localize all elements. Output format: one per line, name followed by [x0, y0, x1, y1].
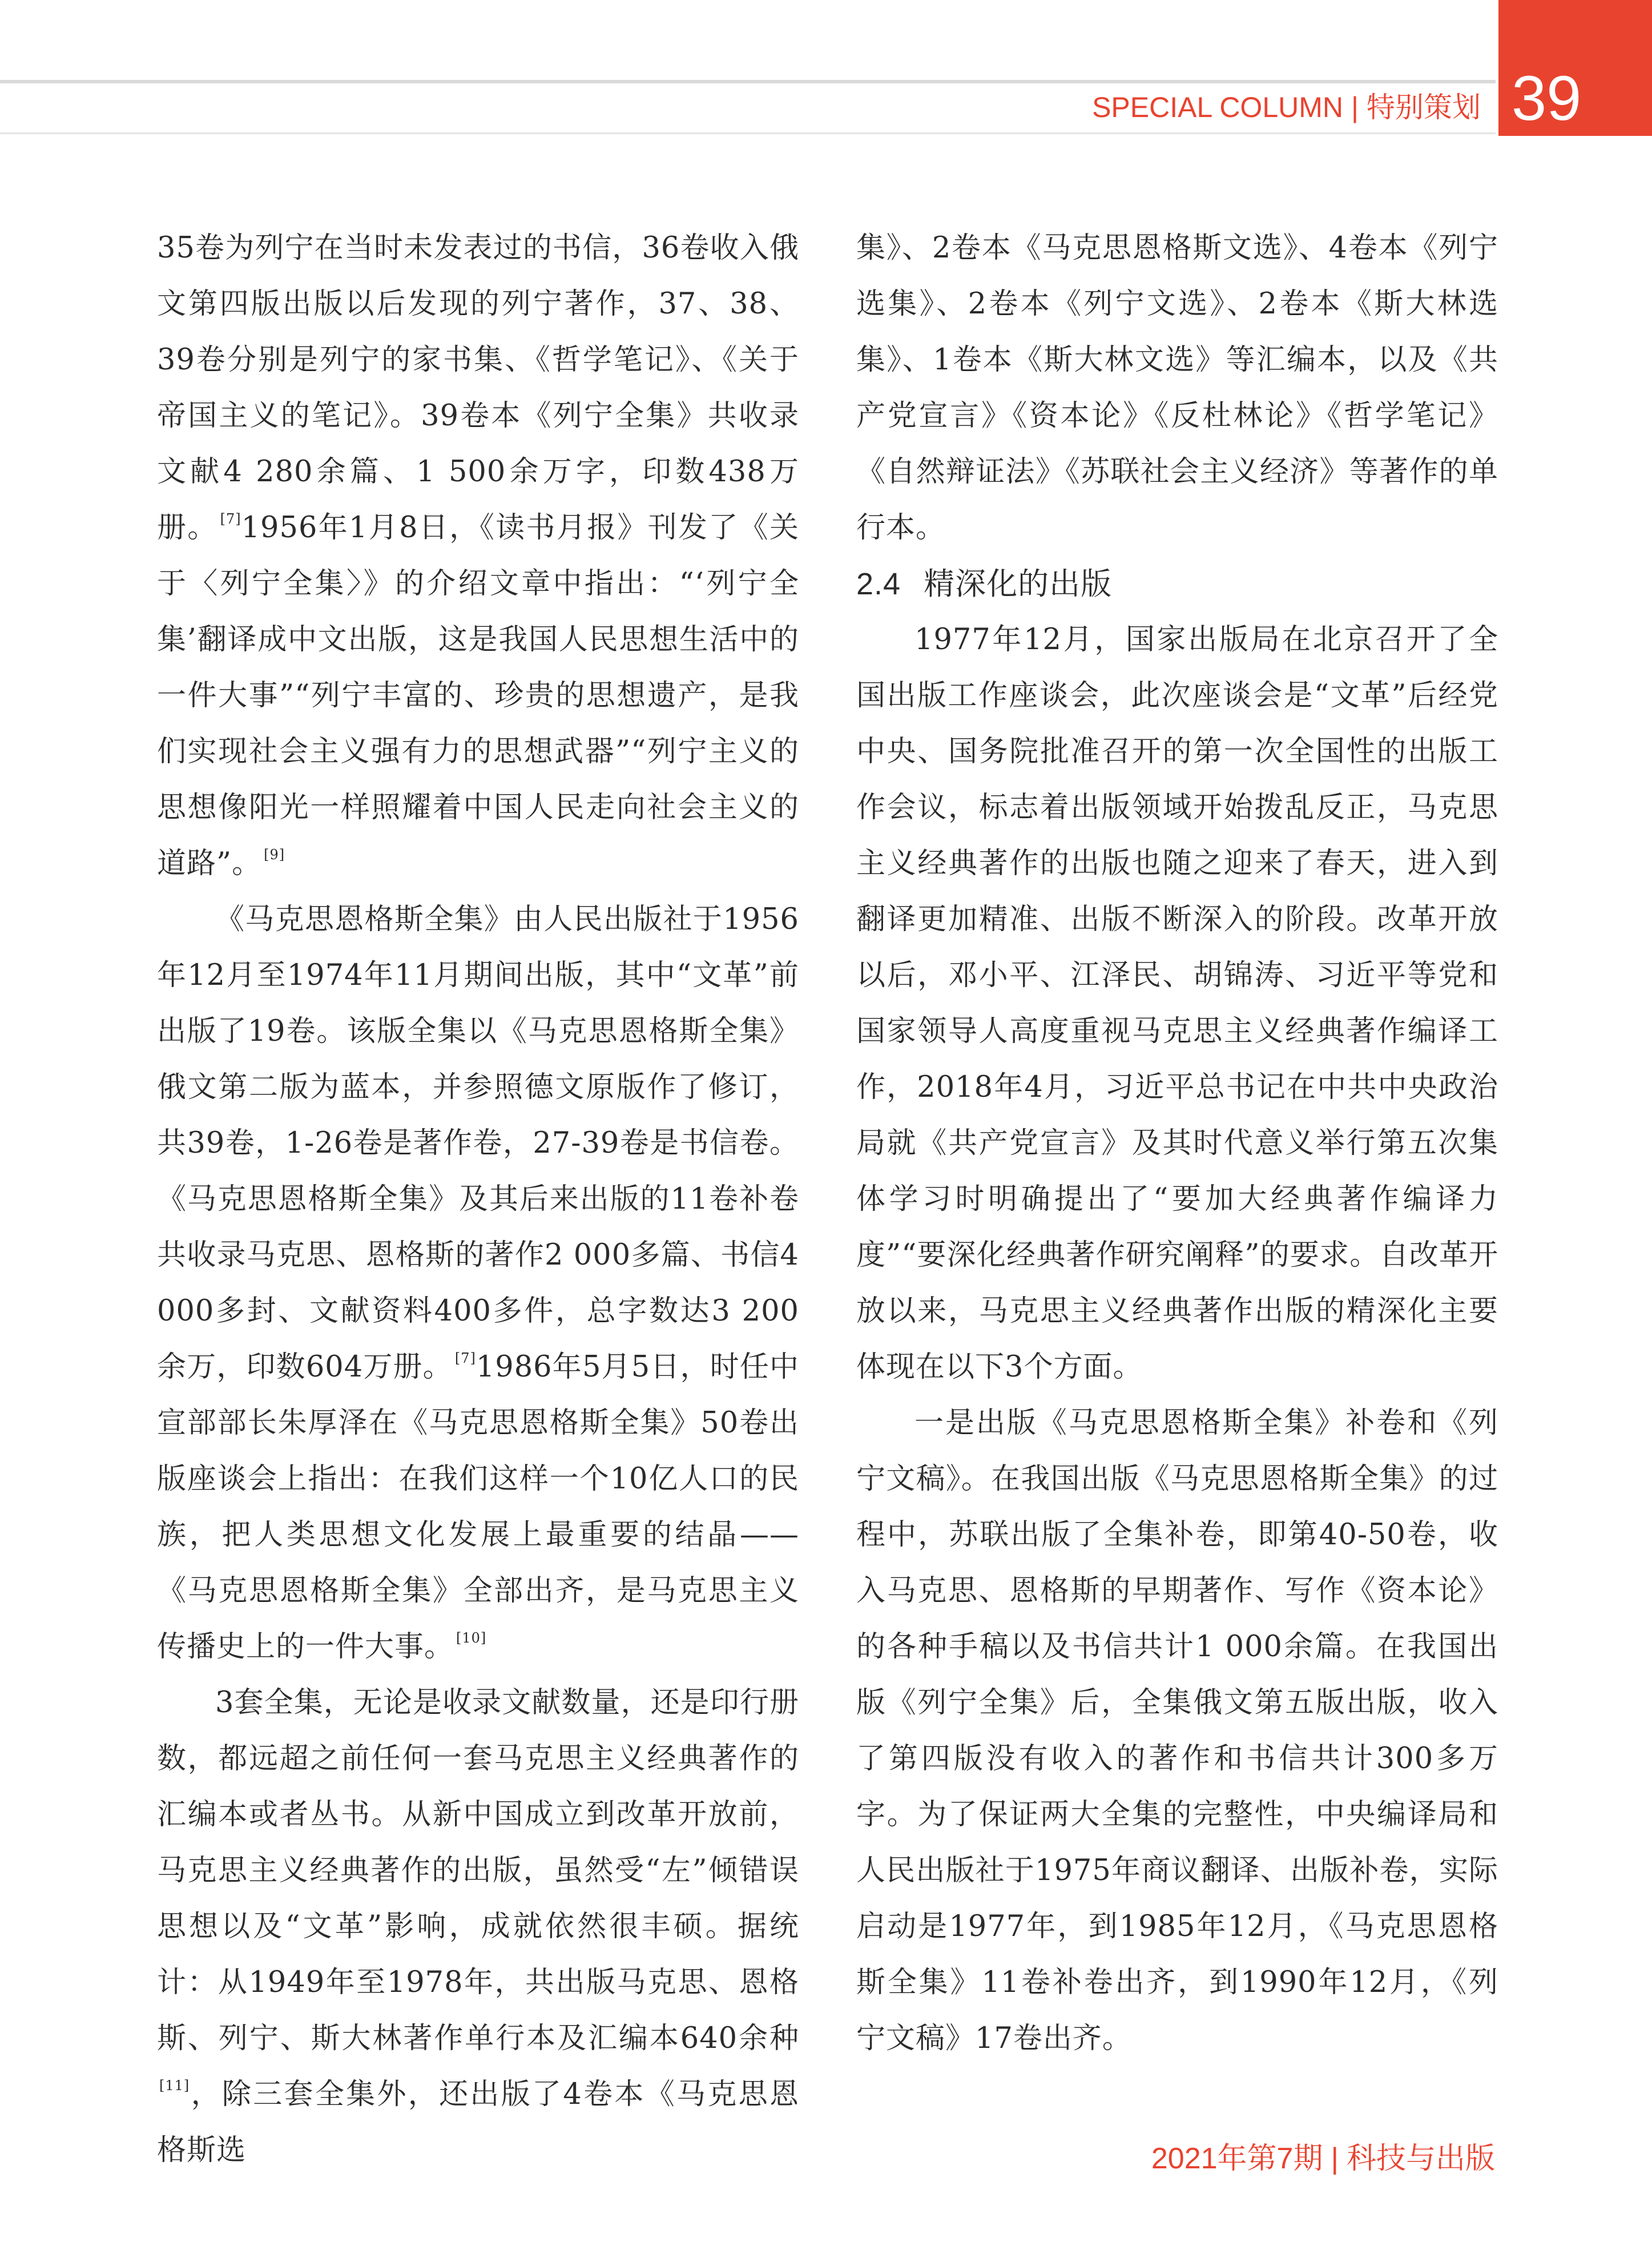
paragraph-text: 3套全集，无论是收录文献数量，还是印行册数，都远超之前任何一套马克思主义经典著作的汇编本或者丛书。从新中国成立到改革开放前，马克思主义经典著作的出版，虽然受“左”倾错误思想以及“文革”影响，成就依然很丰硕。据统计：从1949年至1978年，共出版马克思、恩格斯、列宁、斯大林著作单行本及汇编本640余种	[157, 1686, 799, 2055]
citation: [10]	[456, 1630, 487, 1646]
citation: [7]	[454, 1350, 476, 1366]
paragraph-text: 1956年1月8日，《读书月报》刊发了《关于〈列宁全集〉》的介绍文章中指出：“‘列宁全集’翻译成中文出版，这是我国人民思想生活中的一件大事”“列宁丰富的、珍贵的思想遗产，是我们实现社会主义强有力的思想武器”“列宁主义的思想像阳光一样照耀着中国人民走向社会主义的道路”。	[157, 511, 799, 880]
issue-label: 2021年第7期	[1151, 2142, 1323, 2175]
paragraph-text: 1986年5月5日，时任中宣部部长朱厚泽在《马克思恩格斯全集》50卷出版座谈会上指出：在我们这样一个10亿人口的民族，把人类思想文化发展上最重要的结晶——《马克思恩格斯全集》全部出齐，是马克思主义传播史上的一件大事。	[157, 1350, 799, 1664]
paragraph: 集》、2卷本《马克思恩格斯文选》、4卷本《列宁选集》、2卷本《列宁文选》、2卷本《斯大林选集》、1卷本《斯大林文选》等汇编本，以及《共产党宣言》《资本论》《反杜林论》《哲学笔记》《自然辩证法》《苏联社会主义经济》等著作的单行本。	[856, 231, 1498, 545]
section-label-cn: 特别策划	[1367, 91, 1481, 123]
paragraph: 一是出版《马克思恩格斯全集》补卷和《列宁文稿》。在我国出版《马克思恩格斯全集》的过程中，苏联出版了全集补卷，即第40-50卷，收入马克思、恩格斯的早期著作、写作《资本论》的各种手稿以及书信共计1 000余篇。在我国出版《列宁全集》后，全集俄文第五版出版，收入了第四版没有收入的著作和书信共计300多万字。为了保证两大全集的完整性，中央编译局和人民出版社于1975年商议翻译、出版补卷，实际启动是1977年，到1985年12月，《马克思恩格斯全集》11卷补卷出齐，到1990年12月，《列宁文稿》17卷出齐。	[856, 1406, 1498, 2055]
header-rule	[0, 80, 1496, 83]
paragraph	[157, 1675, 799, 2179]
running-header	[1092, 87, 1481, 128]
section-heading	[856, 556, 1498, 612]
header-rule-lower	[0, 132, 1496, 134]
left-column	[157, 220, 799, 2179]
paragraph	[157, 892, 799, 1675]
section-title: 精深化的出版	[924, 567, 1113, 601]
section-number: 2.4	[856, 567, 901, 601]
section-label-en: SPECIAL COLUMN	[1092, 91, 1343, 123]
citation: [11]	[159, 2078, 190, 2094]
running-footer	[1151, 2138, 1495, 2179]
paragraph-text: 《马克思恩格斯全集》由人民出版社于1956年12月至1974年11月期间出版，其中“文革”前出版了19卷。该版全集以《马克思恩格斯全集》俄文第二版为蓝本，并参照德文原版作了修订，共39卷，1-26卷是著作卷，27-39卷是书信卷。《马克思恩格斯全集》及其后来出版的11卷补卷共收录马克思、恩格斯的著作2 000多篇、书信4 000多封、文献资料400多件，总字数达3 200余万，印数604万册。	[157, 903, 799, 1384]
paragraph: 1977年12月，国家出版局在北京召开了全国出版工作座谈会，此次座谈会是“文革”后经党中央、国务院批准召开的第一次全国性的出版工作会议，标志着出版领域开始拨乱反正，马克思主义经典著作的出版也随之迎来了春天，进入到翻译更加精准、出版不断深入的阶段。改革开放以后，邓小平、江泽民、胡锦涛、习近平等党和国家领导人高度重视马克思主义经典著作编译工作，2018年4月，习近平总书记在中共中央政治局就《共产党宣言》及其时代意义举行第五次集体学习时明确提出了“要加大经典著作编译力度”“要深化经典著作研究阐释”的要求。自改革开放以来，马克思主义经典著作出版的精深化主要体现在以下3个方面。	[856, 623, 1498, 1384]
journal-name: 科技与出版	[1346, 2142, 1495, 2175]
citation: [9]	[264, 847, 285, 863]
page-number: 39	[1512, 63, 1582, 134]
paragraph-text: 35卷为列宁在当时未发表过的书信，36卷收入俄文第四版出版以后发现的列宁著作，37、38、39卷分别是列宁的家书集、《哲学笔记》、《关于帝国主义的笔记》。39卷本《列宁全集》共收录文献4 280余篇、1 500余万字，印数438万册。	[157, 231, 799, 545]
header-separator: |	[1351, 91, 1359, 123]
paragraph	[157, 220, 799, 892]
paragraph-text: ，除三套全集外，还出版了4卷本《马克思恩格斯选	[157, 2078, 799, 2167]
citation: [7]	[220, 511, 241, 527]
right-column	[856, 220, 1498, 2067]
footer-separator: |	[1331, 2142, 1339, 2175]
